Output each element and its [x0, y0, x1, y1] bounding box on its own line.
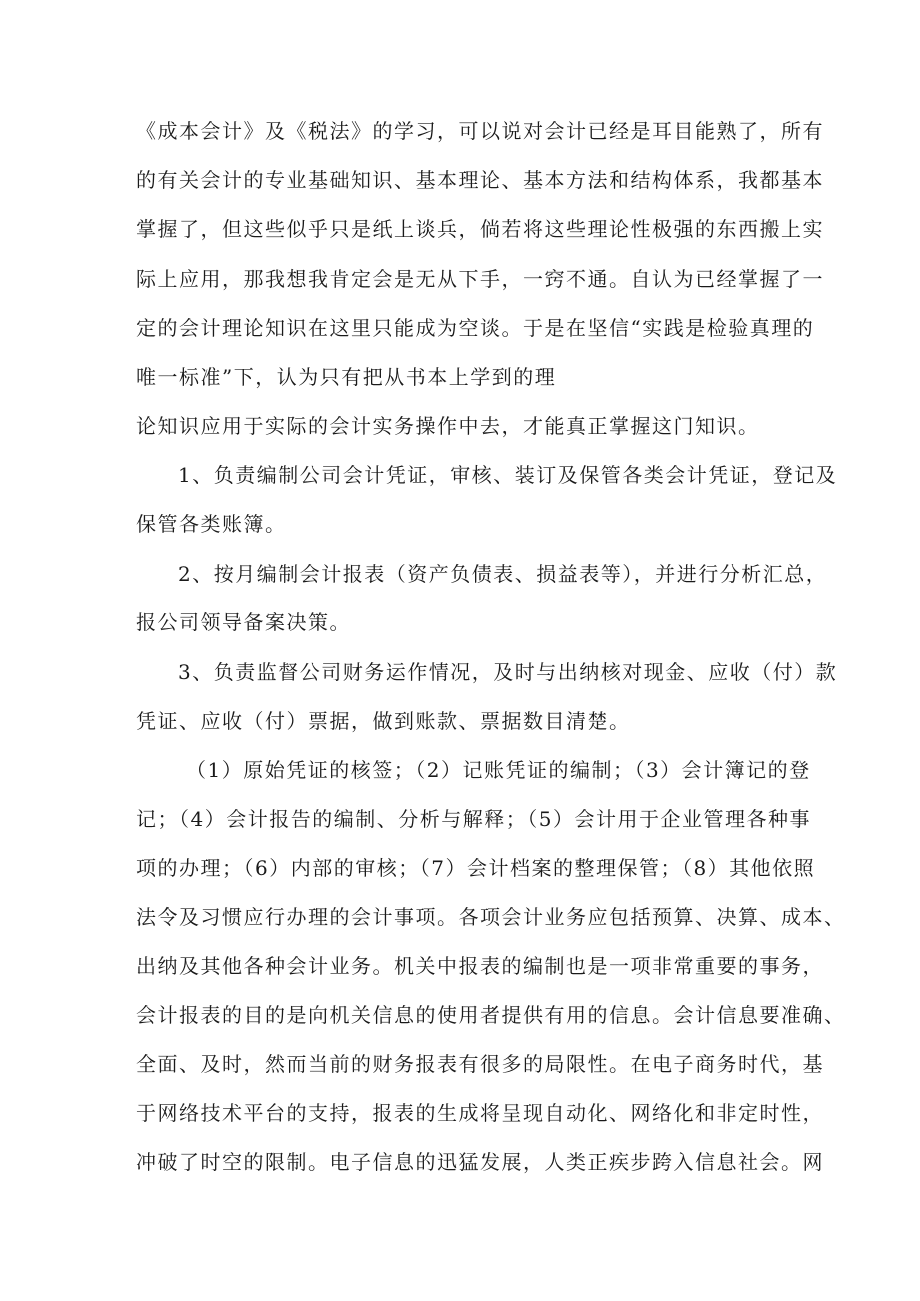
text-line: 保管各类账簿。: [136, 512, 287, 536]
list-item-2: 2、按月编制会计报表（资产负债表、损益表等），并进行分析汇总，: [178, 562, 828, 586]
list-item-3: 3、负责监督公司财务运作情况，及时与出纳核对现金、应收（付）款: [178, 660, 838, 684]
text-line: 全面、及时，然而当前的财务报表有很多的局限性。在电子商务时代，基: [136, 1052, 824, 1076]
enumerated-tasks: （1）原始凭证的核签；（2）记账凭证的编制；（3）会计簿记的登: [186, 758, 811, 782]
text-line: 法令及习惯应行办理的会计事项。各项会计业务应包括预算、决算、成本、: [136, 905, 846, 929]
text-line: 报公司领导备案决策。: [136, 610, 351, 634]
text-line: 掌握了，但这些似乎只是纸上谈兵，倘若将这些理论性极强的东西搬上实: [136, 217, 824, 241]
text-line: 会计报表的目的是向机关信息的使用者提供有用的信息。会计信息要准确、: [136, 1003, 846, 1027]
text-line: 出纳及其他各种会计业务。机关中报表的编制也是一项非常重要的事务，: [136, 954, 824, 978]
text-line: 冲破了时空的限制。电子信息的迅猛发展，人类正疾步跨入信息社会。网: [136, 1150, 824, 1174]
text-line: 论知识应用于实际的会计实务操作中去，才能真正掌握这门知识。: [136, 414, 760, 438]
text-line: 的有关会计的专业基础知识、基本理论、基本方法和结构体系，我都基本: [136, 168, 824, 192]
text-line: 凭证、应收（付）票据，做到账款、票据数目清楚。: [136, 709, 631, 733]
text-line: 际上应用，那我想我肯定会是无从下手，一窍不通。自认为已经掌握了一: [136, 267, 824, 291]
text-line: 记；（4）会计报告的编制、分析与解释；（5）会计用于企业管理各种事: [136, 807, 811, 831]
list-item-1: 1、负责编制公司会计凭证，审核、装订及保管各类会计凭证，登记及: [178, 463, 838, 487]
text-line: 于网络技术平台的支持，报表的生成将呈现自动化、网络化和非定时性，: [136, 1101, 824, 1125]
text-line: 《成本会计》及《税法》的学习，可以说对会计已经是耳目能熟了，所有: [136, 119, 824, 143]
text-line: 唯一标准”下，认为只有把从书本上学到的理: [136, 365, 557, 389]
text-line: 项的办理；（6）内部的审核；（7）会计档案的整理保管；（8）其他依照: [136, 856, 816, 880]
text-line: 定的会计理论知识在这里只能成为空谈。于是在坚信“实践是检验真理的: [136, 316, 815, 340]
